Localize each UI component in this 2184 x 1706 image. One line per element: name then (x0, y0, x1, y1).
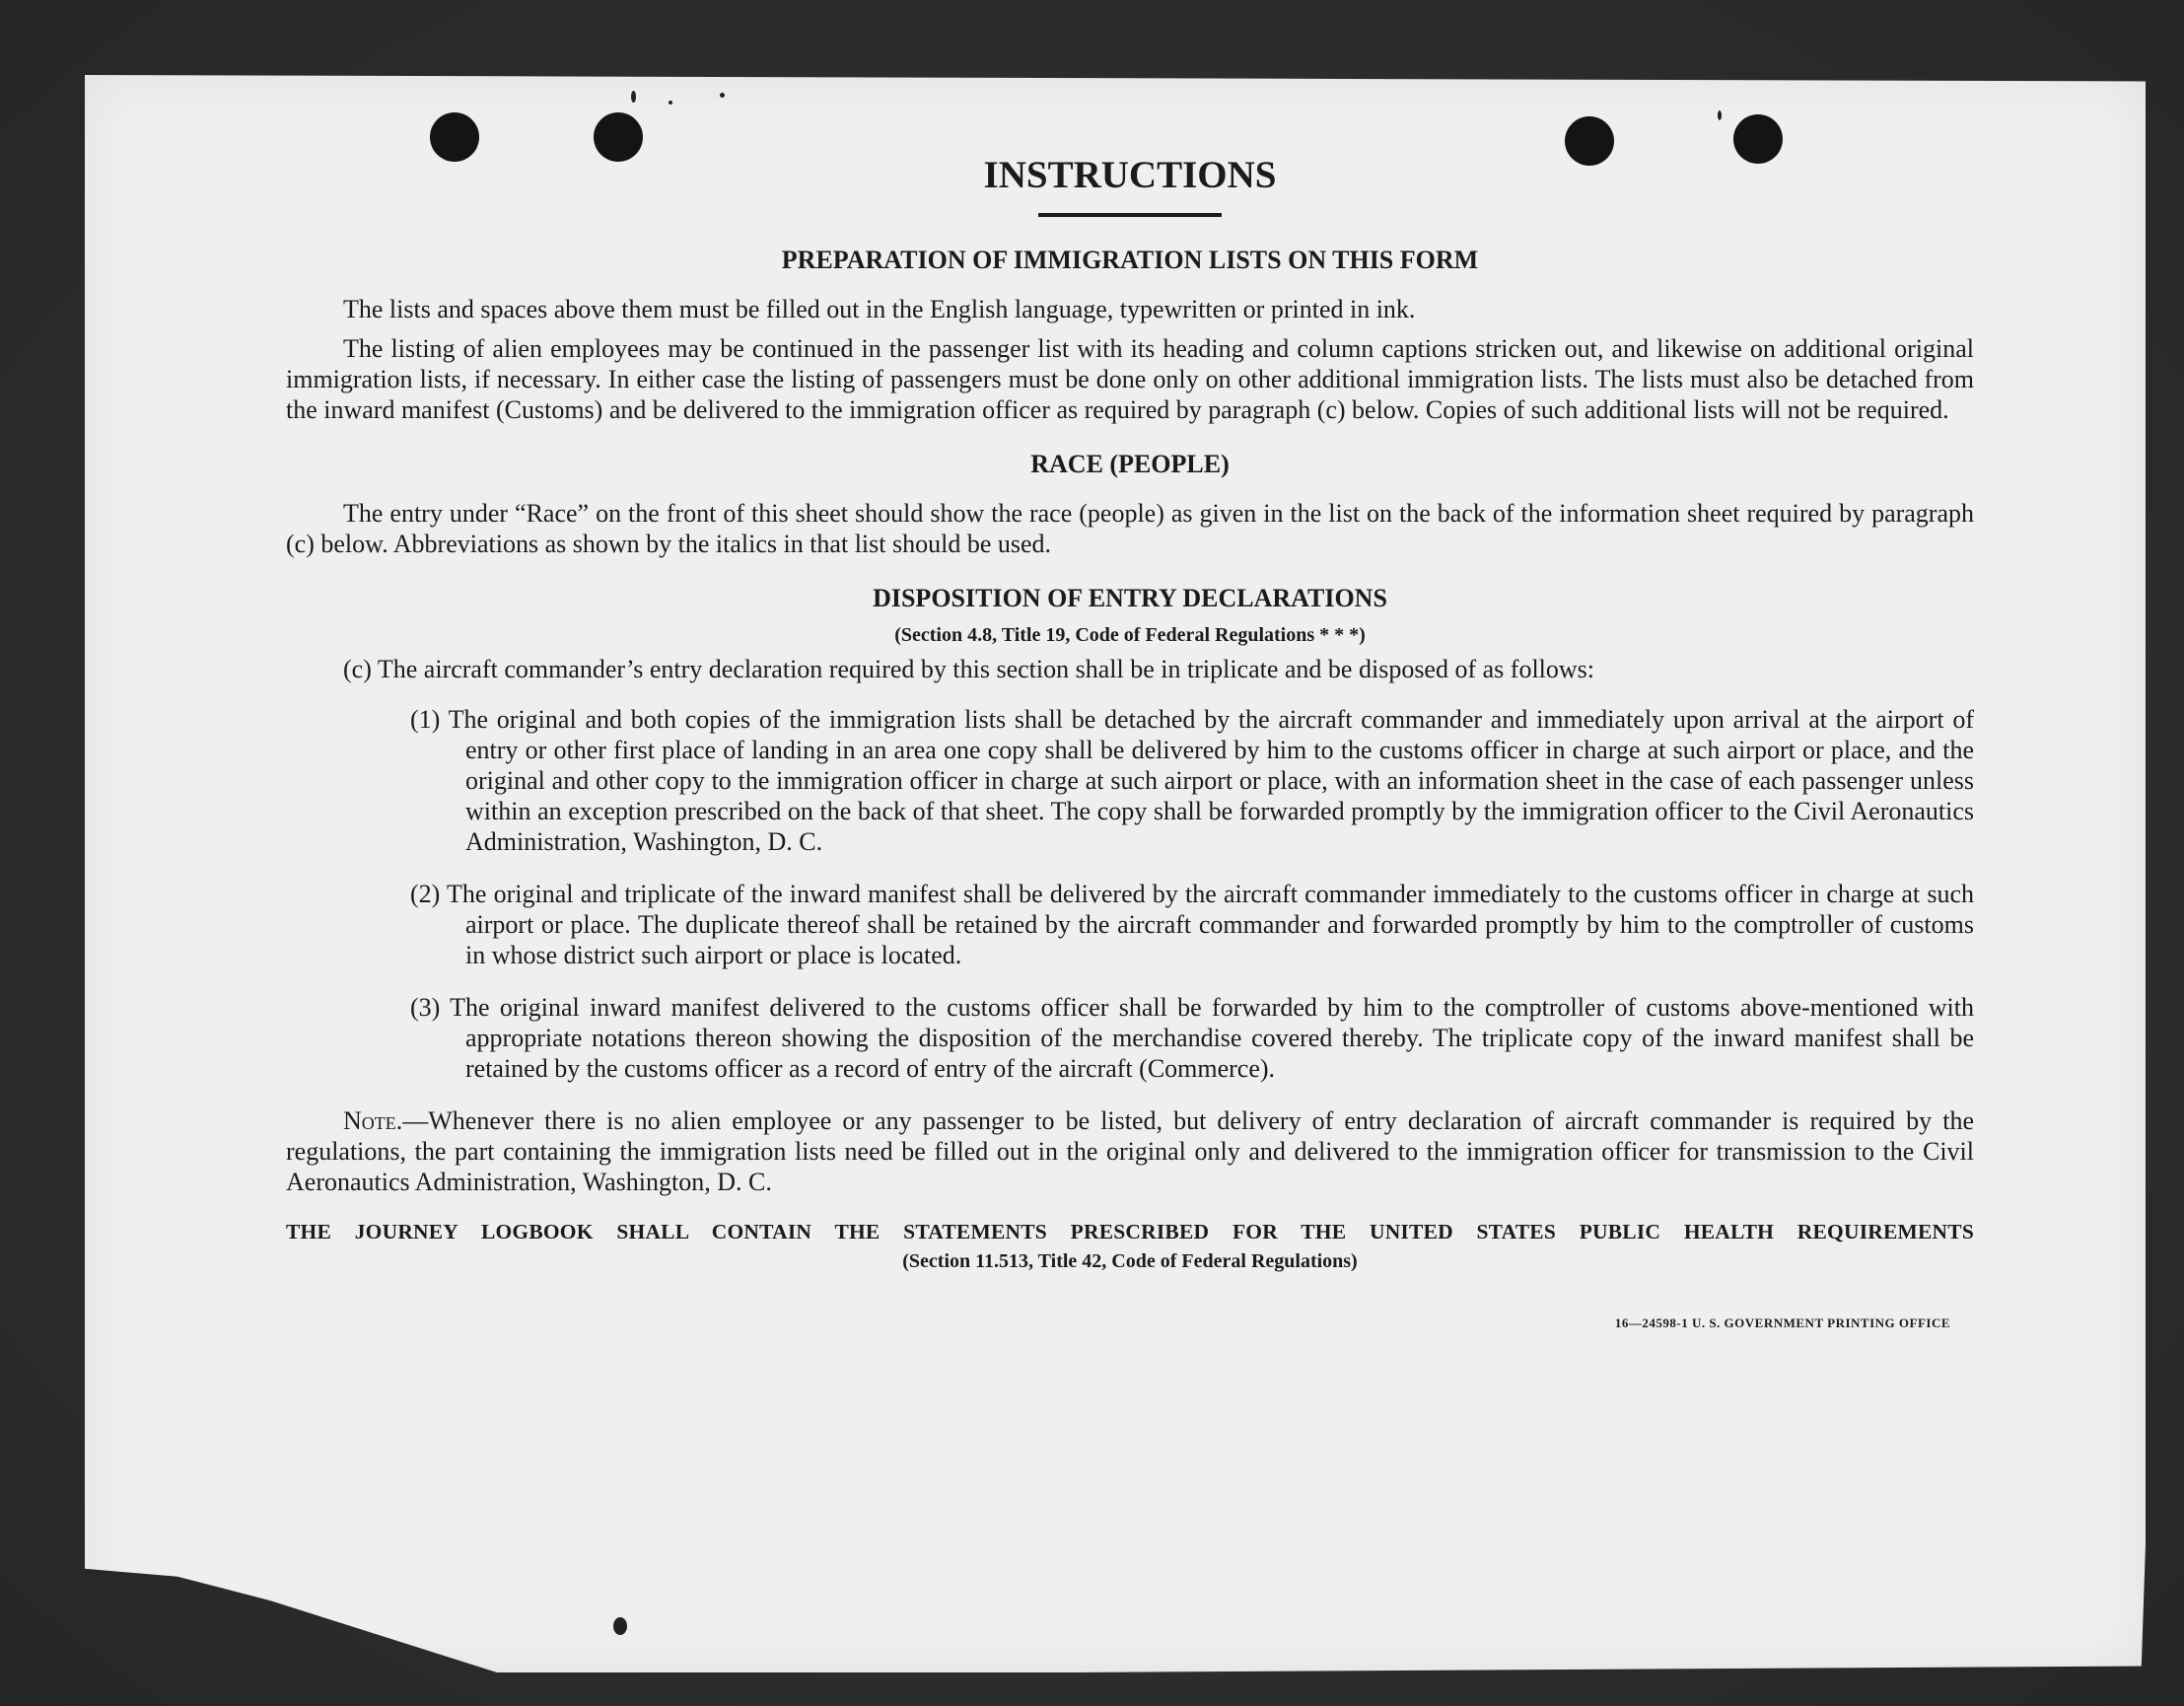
health-statement: THE JOURNEY LOGBOOK SHALL CONTAIN THE STATEMENTS PRESCRIBED FOR THE UNITED STATES PUBLIC HEALTH REQUIREMENTS (286, 1220, 1974, 1244)
disposition-intro: (c) The aircraft commander’s entry declaration required by this section shall be in triplicate and be disposed of as follows: (343, 655, 1595, 683)
section-title-race: RACE (PEOPLE) (1030, 450, 1230, 478)
preparation-paragraph-1: The lists and spaces above them must be filled out in the English language, typewritten or printed in ink. (343, 295, 1416, 323)
preparation-paragraph-2: The listing of alien employees may be continued in the passenger list with its heading and column captions stricken out, and likewise on additional original immigration lists, if necessary. In either case the listing of passengers must be done only on other additional immigration lists. The lists must also be detached from the inward manifest (Customs) and be delivered to the immigration officer as required by paragraph (c) below. Copies of such additional lists will not be required. (286, 334, 1974, 424)
speck-mark (669, 101, 672, 105)
speck-mark (631, 91, 636, 103)
note-lead: Note. (343, 1106, 403, 1135)
title-underline (1038, 213, 1222, 217)
page-title: INSTRUCTIONS (983, 154, 1277, 196)
race-paragraph: The entry under “Race” on the front of this sheet should show the race (people) as given in the list on the back of the information sheet required by paragraph (c) below. Abbreviations as shown by the italics in that list should be used. (286, 499, 1974, 558)
note-text: —Whenever there is no alien employee or any passenger to be listed, but delivery of entry declaration of aircraft commander is required by the regulations, the part containing the immigration lists need be filled out in the original only and delivered to the immigration officer for transmission to the Civil Aeronautics Administration, Washington, D. C. (286, 1106, 1974, 1196)
note-paragraph (286, 1105, 1974, 1197)
disposition-item-3: (3) The original inward manifest delivered to the customs officer shall be forwarded by him to the comptroller of customs above-mentioned with appropriate notations thereon showing the disposition of the merchandise covered thereby. The triplicate copy of the inward manifest shall be retained by the customs officer as a record of entry of the aircraft (Commerce). (410, 993, 1974, 1083)
disposition-item-1: (1) The original and both copies of the immigration lists shall be detached by the aircraft commander and immediately upon arrival at the airport of entry or other first place of landing in an area one copy shall be delivered by him to the customs officer in charge at such airport or place, and the original and other copy to the immigration officer in charge at such airport or place, with an information sheet in the case of each passenger unless within an exception prescribed on the back of that sheet. The copy shall be forwarded promptly by the immigration officer to the Civil Aeronautics Administration, Washington, D. C. (410, 705, 1974, 856)
speck-mark (720, 93, 725, 98)
printer-mark: 16—24598-1 U. S. GOVERNMENT PRINTING OFFICE (1614, 1315, 1950, 1330)
disposition-item-2: (2) The original and triplicate of the inward manifest shall be delivered by the aircraft commander immediately to the customs officer in charge at such airport or place. The duplicate thereof shall be retained by the aircraft commander and forwarded promptly by him to the comptroller of customs in whose district such airport or place is located. (410, 880, 1974, 969)
section-title-disposition: DISPOSITION OF ENTRY DECLARATIONS (873, 584, 1387, 612)
health-citation: (Section 11.513, Title 42, Code of Federal Regulations) (902, 1250, 1358, 1272)
speck-mark (1718, 110, 1722, 120)
disposition-citation: (Section 4.8, Title 19, Code of Federal Regulations * * *) (894, 624, 1366, 646)
speck-mark (613, 1617, 627, 1635)
section-title-preparation: PREPARATION OF IMMIGRATION LISTS ON THIS FORM (781, 246, 1479, 274)
document-content (286, 148, 1974, 1335)
